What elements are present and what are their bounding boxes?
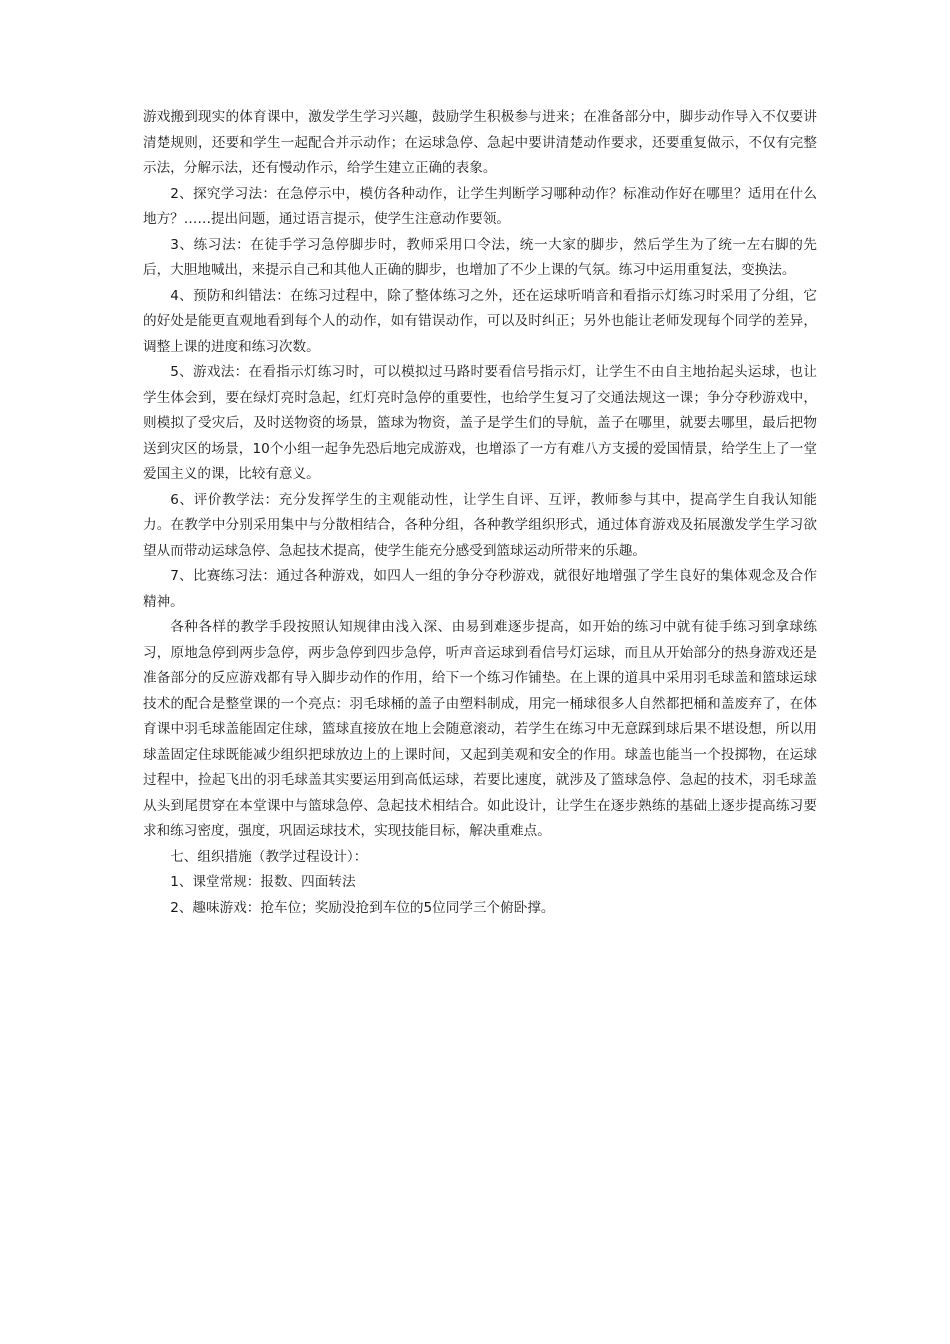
document-page bbox=[143, 105, 817, 921]
paragraph-teaching-means-summary: 各种各样的教学手段按照认知规律由浅入深、由易到难逐步提高，如开始的练习中就有徒手练习到拿球练习，原地急停到两步急停，两步急停到四步急停，听声音运球到看信号灯运球，而且从开始部分的热身游戏还是准备部分的反应游戏都有导入脚步动作的作用，给下一个练习作铺垫。在上课的道具中采用羽毛球盖和篮球运球技术的配合是整堂课的一个亮点：羽毛球桶的盖子由塑料制成，用完一桶球很多人自然都把桶和盖废弃了，在体育课中羽毛球盖能固定住球，篮球直接放在地上会随意滚动，若学生在练习中无意踩到球后果不堪设想，所以用球盖固定住球既能减少组织把球放边上的上课时间，又起到美观和安全的作用。球盖也能当一个投掷物，在运球过程中，捡起飞出的羽毛球盖其实要运用到高低运球，若要比速度，就涉及了篮球急停、急起的技术，羽毛球盖从头到尾贯穿在本堂课中与篮球急停、急起技术相结合。如此设计，让学生在逐步熟练的基础上逐步提高练习要求和练习密度，强度，巩固运球技术，实现技能目标，解决重难点。 bbox=[143, 619, 817, 839]
paragraph-game-method: 5、游戏法：在看指示灯练习时，可以模拟过马路时要看信号指示灯，让学生不由自主地抬起头运球，也让学生体会到，要在绿灯亮时急起，红灯亮时急停的重要性，也给学生复习了交通法规这一课；争分夺秒游戏中，则模拟了受灾后，及时送物资的场景，篮球为物资，盖子是学生们的导航，盖子在哪里，就要去哪里，最后把物送到灾区的场景，10个小组一起争先恐后地完成游戏，也增添了一方有难八方支援的爱国情景，给学生上了一堂爱国主义的课，比较有意义。 bbox=[143, 364, 817, 482]
paragraph-prevention-correction-method: 4、预防和纠错法：在练习过程中，除了整体练习之外，还在运球听哨音和看指示灯练习时采用了分组，它的好处是能更直观地看到每个人的动作，如有错误动作，可以及时纠正；另外也能让老师发现每个同学的差异，调整上课的进度和练习次数。 bbox=[143, 287, 817, 355]
section-heading-organization: 七、组织措施（教学过程设计）： bbox=[170, 848, 368, 865]
paragraph-evaluation-method: 6、评价教学法：充分发挥学生的主观能动性，让学生自评、互评，教师参与其中，提高学生自我认知能力。在教学中分别采用集中与分散相结合，各种分组，各种教学组织形式，通过体育游戏及拓展激发学生学习欲望从而带动运球急停、急起技术提高，使学生能充分感受到篮球运动所带来的乐趣。 bbox=[143, 491, 817, 559]
list-item-class-routine: 1、课堂常规：报数、四面转法 bbox=[170, 874, 356, 890]
paragraph-competition-method: 7、比赛练习法：通过各种游戏，如四人一组的争分夺秒游戏，就很好地增强了学生良好的集体观念及合作精神。 bbox=[143, 568, 817, 610]
paragraph-inquiry-method: 2、探究学习法：在急停示中，模仿各种动作，让学生判断学习哪种动作？标准动作好在哪里？适用在什么地方？……提出问题，通过语言提示，使学生注意动作要领。 bbox=[143, 185, 817, 227]
paragraph-game-intro-continued: 游戏搬到现实的体育课中，激发学生学习兴趣，鼓励学生积极参与进来；在准备部分中，脚步动作导入不仅要讲清楚规则，还要和学生一起配合并示动作；在运球急停、急起中要讲清楚动作要求，还要重复做示，不仅有完整示法，分解示法，还有慢动作示，给学生建立正确的表象。 bbox=[143, 109, 817, 176]
list-item-fun-game: 2、趣味游戏：抢车位；奖励没抢到车位的5位同学三个俯卧撑。 bbox=[170, 899, 555, 916]
paragraph-practice-method: 3、练习法：在徒手学习急停脚步时，教师采用口令法，统一大家的脚步，然后学生为了统一左右脚的先后，大胆地喊出，来提示自己和其他人正确的脚步，也增加了不少上课的气氛。练习中运用重复法，变换法。 bbox=[143, 236, 817, 278]
